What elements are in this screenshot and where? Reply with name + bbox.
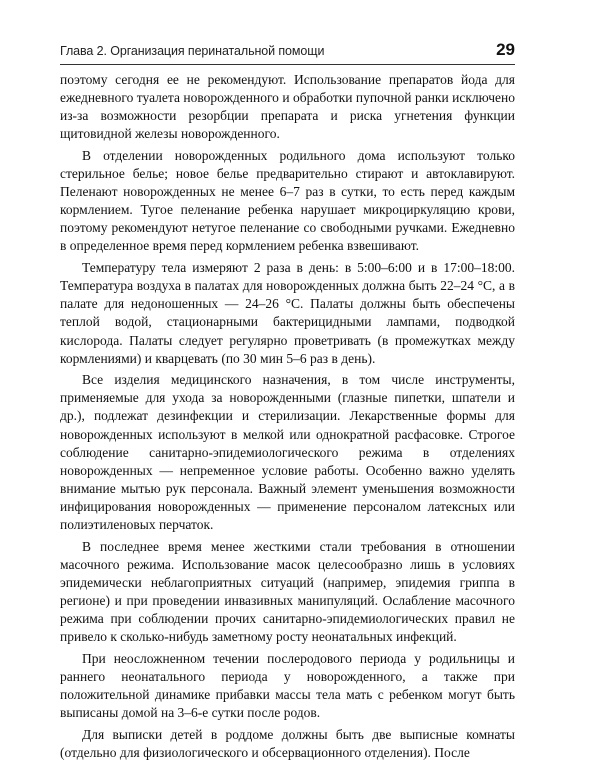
header-divider: [60, 64, 515, 65]
paragraph: При неосложненном течении послеродового периода у родильницы и раннего неонатального периода у новорожденного, а также при положительной динамике прибавки массы тела мать с ребенком могут быть выписаны домой на 3–6-е сутки после родов.: [60, 650, 515, 721]
paragraph: В отделении новорожденных родильного дома используют только стерильное белье; новое белье предварительно стирают и автоклавируют. Пеленают новорожденных не менее 6–7 раз в сутки, то есть перед каждым кормлением. Тугое пеленание ребенка нарушает микроциркуляцию крови, поэтому рекомендуют нетугое пеленание со свободными ручками. Ежедневно в определенное время перед кормлением ребенка взвешивают.: [60, 147, 515, 254]
paragraph: Температуру тела измеряют 2 раза в день: в 5:00–6:00 и в 17:00–18:00. Температура воздуха в палатах для новорожденных должна быть 22–24 °С, а в палате для недоношенных — 24–26 °С. Палаты должны быть обеспечены теплой водой, стационарными бактерицидными лампами, подводкой кислорода. Палаты следует регулярно проветривать (в промежутках между кормлениями) и кварцевать (по 30 мин 5–6 раз в день).: [60, 260, 515, 366]
paragraph: В последнее время менее жесткими стали требования в отношении масочного режима. Использование масок целесообразно лишь в условиях эпидемически неблагоприятных ситуаций (например, эпидемия гриппа в регионе) и при проведении инвазивных манипуляций. Ослабление масочного режима при соблюдении прочих санитарно-эпидемиологических правил не привело к сколько-нибудь заметному росту неонатальных инфекций.: [60, 538, 515, 645]
body-text: [60, 71, 515, 766]
page-number: 29: [496, 40, 515, 59]
running-header: [60, 40, 515, 62]
paragraph: Все изделия медицинского назначения, в том числе инструменты, применяемые для ухода за новорожденными (глазные пипетки, шпатели и др.), подлежат дезинфекции и стерилизации. Лекарственные формы для новорожденных используют в мелкой или однократной расфасовке. Строгое соблюдение санитарно-эпидемиологического режима в отделениях новорожденных — непременное условие работы. Особенно важно уделять внимание мытью рук персонала. Важный элемент уменьшения возможности инфицирования новорожденных — применение персоналом латексных или полиэтиленовых перчаток.: [60, 372, 515, 533]
paragraph: поэтому сегодня ее не рекомендуют. Использование препаратов йода для ежедневного туалета новорожденного и обработки пупочной ранки исключено из-за возможности резорбции препарата и риска угнетения функции щитовидной железы новорожденного.: [60, 72, 515, 142]
chapter-title: Глава 2. Организация перинатальной помощи: [60, 44, 325, 58]
paragraph: Для выписки детей в роддоме должны быть две выписные комнаты (отдельно для физиологического и обсервационного отделения). После: [60, 726, 515, 760]
